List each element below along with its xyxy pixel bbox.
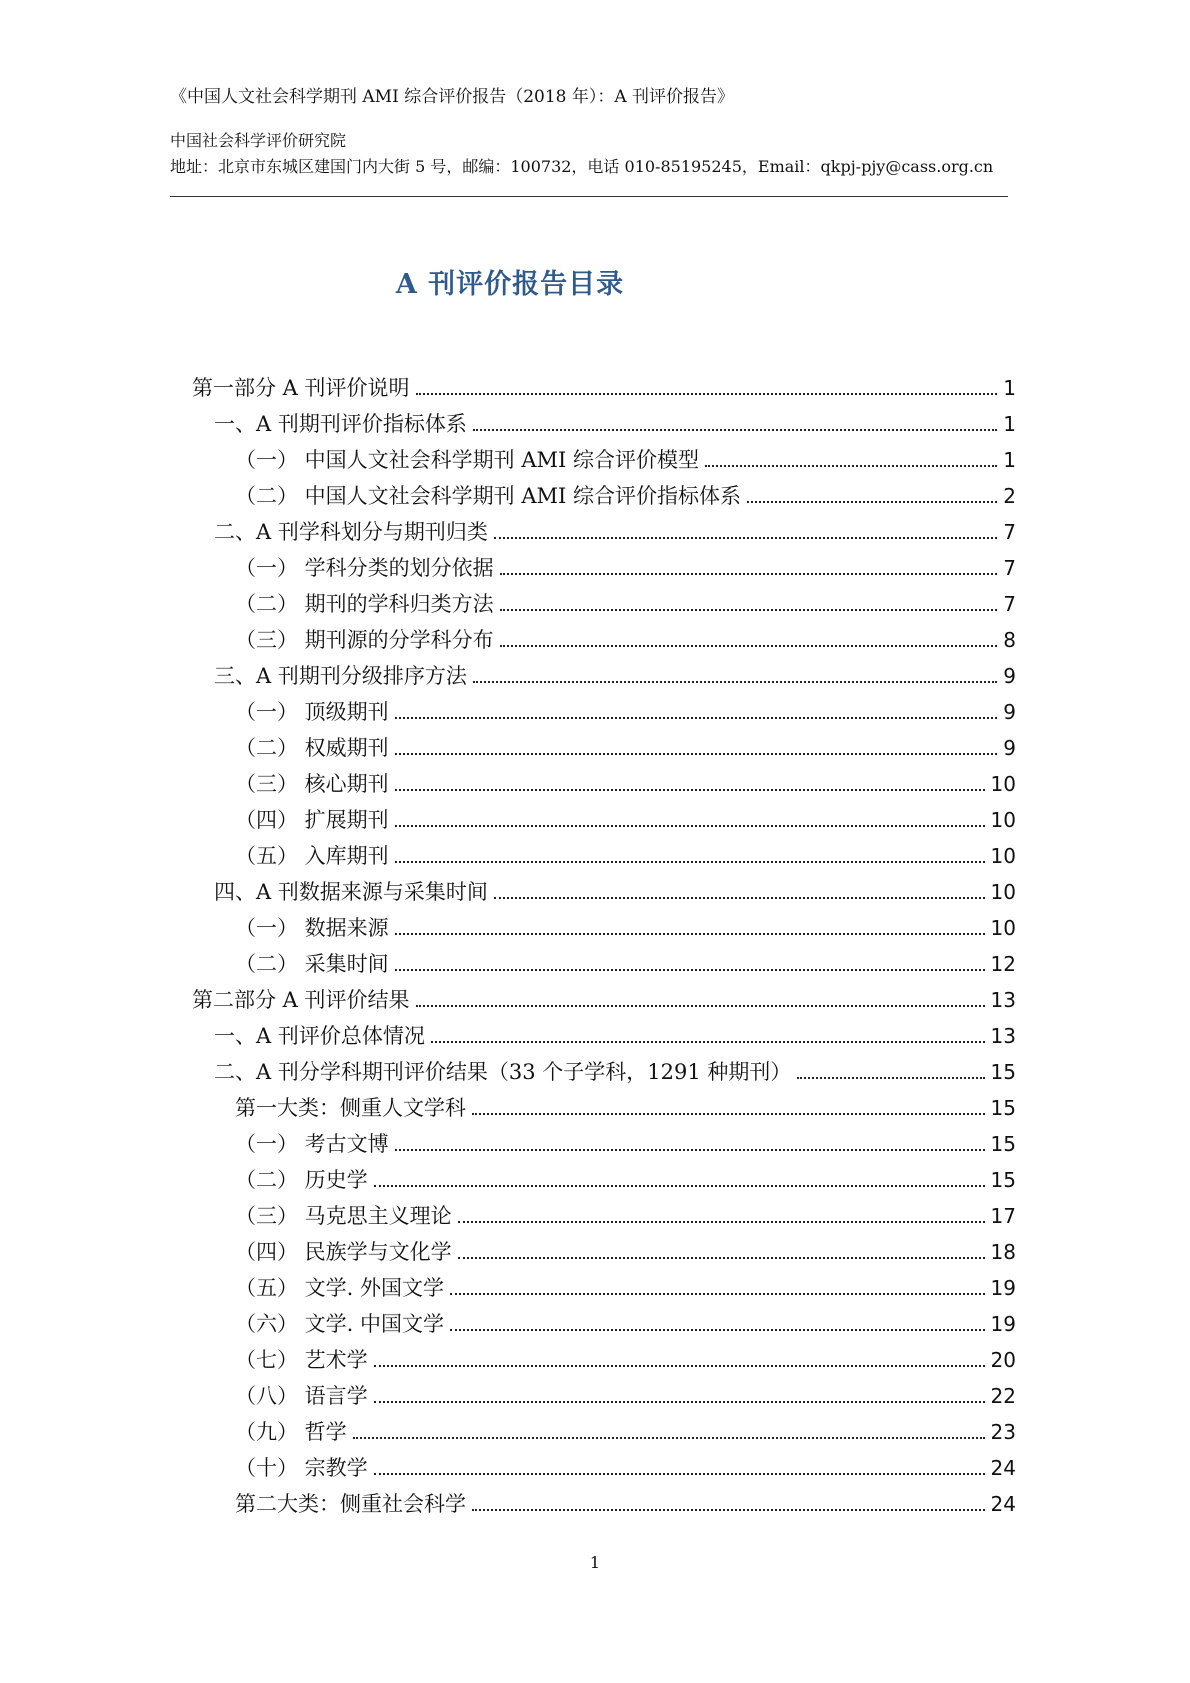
toc-entry-page: 15 bbox=[990, 1096, 1016, 1120]
toc-entry[interactable] bbox=[192, 1486, 1016, 1522]
toc-entry-title: 一、A 刊评价总体情况 bbox=[214, 1024, 425, 1048]
toc-entry-title: 一、A 刊期刊评价指标体系 bbox=[214, 412, 467, 436]
toc-entry[interactable] bbox=[192, 946, 1016, 982]
toc-entry[interactable] bbox=[192, 1342, 1016, 1378]
toc-leader-dots bbox=[395, 717, 998, 719]
toc-leader-dots bbox=[472, 1509, 985, 1511]
toc-leader-dots bbox=[472, 1113, 985, 1115]
toc-entry-title: 第二部分 A 刊评价结果 bbox=[192, 988, 410, 1012]
toc-entry-title: 第一大类：侧重人文学科 bbox=[235, 1096, 466, 1120]
toc-entry[interactable] bbox=[192, 730, 1016, 766]
toc-entry[interactable] bbox=[192, 802, 1016, 838]
toc-entry[interactable] bbox=[192, 550, 1016, 586]
toc-entry[interactable] bbox=[192, 658, 1016, 694]
toc-entry-page: 9 bbox=[1003, 700, 1016, 724]
toc-entry-title: （一） 中国人文社会科学期刊 AMI 综合评价模型 bbox=[235, 448, 699, 472]
toc-leader-dots bbox=[458, 1221, 985, 1223]
toc-entry-title: （三） 马克思主义理论 bbox=[235, 1204, 452, 1228]
toc-heading: A 刊评价报告目录 bbox=[395, 269, 625, 300]
toc-entry-page: 22 bbox=[990, 1384, 1016, 1408]
toc-leader-dots bbox=[395, 861, 985, 863]
header-divider bbox=[170, 196, 1008, 197]
toc-entry-page: 7 bbox=[1003, 556, 1016, 580]
toc-entry[interactable] bbox=[192, 874, 1016, 910]
toc-entry-title: 二、A 刊学科划分与期刊归类 bbox=[214, 520, 488, 544]
toc-entry-title: （六） 文学. 中国文学 bbox=[235, 1312, 445, 1336]
toc-leader-dots bbox=[494, 537, 997, 539]
toc-leader-dots bbox=[500, 573, 998, 575]
toc-entry-title: （八） 语言学 bbox=[235, 1384, 368, 1408]
toc-entry[interactable] bbox=[192, 514, 1016, 550]
toc-entry-page: 8 bbox=[1003, 628, 1016, 652]
toc-entry[interactable] bbox=[192, 442, 1016, 478]
toc-entry-page: 19 bbox=[990, 1276, 1016, 1300]
toc-leader-dots bbox=[395, 789, 985, 791]
toc-entry-title: （四） 扩展期刊 bbox=[235, 808, 389, 832]
toc-entry-title: （二） 权威期刊 bbox=[235, 736, 389, 760]
toc-leader-dots bbox=[747, 501, 997, 503]
toc-entry-title: （二） 历史学 bbox=[235, 1168, 368, 1192]
toc-entry[interactable] bbox=[192, 1378, 1016, 1414]
toc-entry-title: （一） 数据来源 bbox=[235, 916, 389, 940]
toc-entry-title: （三） 期刊源的分学科分布 bbox=[235, 628, 494, 652]
toc-entry-title: （七） 艺术学 bbox=[235, 1348, 368, 1372]
toc-entry-title: 四、A 刊数据来源与采集时间 bbox=[214, 880, 488, 904]
toc-entry-page: 17 bbox=[990, 1204, 1016, 1228]
toc-leader-dots bbox=[395, 753, 998, 755]
toc-leader-dots bbox=[395, 969, 985, 971]
toc-entry[interactable] bbox=[192, 406, 1016, 442]
toc-entry[interactable] bbox=[192, 478, 1016, 514]
toc-entry-page: 18 bbox=[990, 1240, 1016, 1264]
toc-leader-dots bbox=[374, 1401, 985, 1403]
toc-entry-page: 24 bbox=[990, 1456, 1016, 1480]
toc-entry-title: 第二大类：侧重社会科学 bbox=[235, 1492, 466, 1516]
toc-leader-dots bbox=[395, 1149, 985, 1151]
toc-entry-page: 1 bbox=[1003, 412, 1016, 436]
report-title: 《中国人文社会科学期刊 AMI 综合评价报告（2018 年）：A 刊评价报告》 bbox=[170, 87, 735, 107]
toc-entry[interactable] bbox=[192, 1198, 1016, 1234]
toc-entry-title: （五） 入库期刊 bbox=[235, 844, 389, 868]
toc-leader-dots bbox=[797, 1077, 984, 1079]
toc-entry[interactable] bbox=[192, 1126, 1016, 1162]
toc-entry-page: 9 bbox=[1003, 736, 1016, 760]
toc-leader-dots bbox=[473, 681, 997, 683]
toc-entry-page: 7 bbox=[1003, 520, 1016, 544]
toc-entry-page: 20 bbox=[990, 1348, 1016, 1372]
page-number: 1 bbox=[589, 1553, 601, 1572]
toc-entry-title: （一） 考古文博 bbox=[235, 1132, 389, 1156]
toc-entry-page: 7 bbox=[1003, 592, 1016, 616]
toc-entry[interactable] bbox=[192, 982, 1016, 1018]
toc-leader-dots bbox=[416, 1005, 985, 1007]
toc-entry[interactable] bbox=[192, 694, 1016, 730]
toc-leader-dots bbox=[458, 1257, 985, 1259]
contact-address: 地址：北京市东城区建国门内大街 5 号，邮编：100732，电话 010-85195245，Email：qkpj-pjy@cass.org.cn bbox=[170, 157, 994, 176]
toc-entry-title: （二） 中国人文社会科学期刊 AMI 综合评价指标体系 bbox=[235, 484, 741, 508]
table-of-contents bbox=[192, 370, 1016, 1522]
toc-entry-title: 第一部分 A 刊评价说明 bbox=[192, 376, 410, 400]
toc-entry-page: 15 bbox=[990, 1060, 1016, 1084]
toc-entry-title: （四） 民族学与文化学 bbox=[235, 1240, 452, 1264]
toc-entry-page: 10 bbox=[990, 844, 1016, 868]
toc-leader-dots bbox=[500, 645, 998, 647]
toc-entry-title: 二、A 刊分学科期刊评价结果（33 个子学科，1291 种期刊） bbox=[214, 1060, 792, 1084]
toc-leader-dots bbox=[500, 609, 998, 611]
toc-entry[interactable] bbox=[192, 1090, 1016, 1126]
toc-entry-title: （九） 哲学 bbox=[235, 1420, 347, 1444]
toc-entry[interactable] bbox=[192, 1414, 1016, 1450]
toc-entry[interactable] bbox=[192, 1018, 1016, 1054]
toc-entry-title: （三） 核心期刊 bbox=[235, 772, 389, 796]
toc-entry-page: 24 bbox=[990, 1492, 1016, 1516]
toc-entry-page: 1 bbox=[1003, 376, 1016, 400]
toc-entry-page: 15 bbox=[990, 1132, 1016, 1156]
toc-entry[interactable] bbox=[192, 1054, 1016, 1090]
toc-leader-dots bbox=[450, 1329, 985, 1331]
toc-entry-title: （五） 文学. 外国文学 bbox=[235, 1276, 445, 1300]
toc-entry-page: 13 bbox=[990, 988, 1016, 1012]
toc-entry-page: 10 bbox=[990, 880, 1016, 904]
toc-entry[interactable] bbox=[192, 1162, 1016, 1198]
toc-entry-page: 9 bbox=[1003, 664, 1016, 688]
toc-leader-dots bbox=[450, 1293, 985, 1295]
toc-entry[interactable] bbox=[192, 370, 1016, 406]
toc-entry-page: 12 bbox=[990, 952, 1016, 976]
toc-entry-page: 1 bbox=[1003, 448, 1016, 472]
toc-entry[interactable] bbox=[192, 838, 1016, 874]
toc-entry-page: 15 bbox=[990, 1168, 1016, 1192]
toc-leader-dots bbox=[395, 825, 985, 827]
toc-leader-dots bbox=[395, 933, 985, 935]
toc-leader-dots bbox=[494, 897, 985, 899]
toc-leader-dots bbox=[705, 465, 997, 467]
toc-leader-dots bbox=[431, 1041, 985, 1043]
toc-entry-title: （十） 宗教学 bbox=[235, 1456, 368, 1480]
toc-entry-page: 2 bbox=[1003, 484, 1016, 508]
toc-entry-page: 19 bbox=[990, 1312, 1016, 1336]
document-header bbox=[170, 86, 1010, 178]
toc-entry-title: （二） 期刊的学科归类方法 bbox=[235, 592, 494, 616]
toc-leader-dots bbox=[374, 1365, 985, 1367]
institute-name: 中国社会科学评价研究院 bbox=[170, 131, 347, 150]
toc-entry[interactable] bbox=[192, 910, 1016, 946]
toc-entry[interactable] bbox=[192, 622, 1016, 658]
toc-entry-title: （二） 采集时间 bbox=[235, 952, 389, 976]
toc-entry[interactable] bbox=[192, 1450, 1016, 1486]
toc-leader-dots bbox=[416, 393, 998, 395]
toc-entry[interactable] bbox=[192, 1270, 1016, 1306]
toc-entry[interactable] bbox=[192, 766, 1016, 802]
toc-entry[interactable] bbox=[192, 1234, 1016, 1270]
toc-entry[interactable] bbox=[192, 586, 1016, 622]
toc-leader-dots bbox=[374, 1473, 985, 1475]
toc-entry-page: 23 bbox=[990, 1420, 1016, 1444]
toc-leader-dots bbox=[473, 429, 997, 431]
toc-entry-page: 13 bbox=[990, 1024, 1016, 1048]
toc-entry-page: 10 bbox=[990, 808, 1016, 832]
toc-entry-title: 三、A 刊期刊分级排序方法 bbox=[214, 664, 467, 688]
toc-entry[interactable] bbox=[192, 1306, 1016, 1342]
toc-leader-dots bbox=[374, 1185, 985, 1187]
toc-entry-page: 10 bbox=[990, 916, 1016, 940]
toc-leader-dots bbox=[353, 1437, 985, 1439]
toc-entry-title: （一） 学科分类的划分依据 bbox=[235, 556, 494, 580]
toc-entry-title: （一） 顶级期刊 bbox=[235, 700, 389, 724]
toc-entry-page: 10 bbox=[990, 772, 1016, 796]
